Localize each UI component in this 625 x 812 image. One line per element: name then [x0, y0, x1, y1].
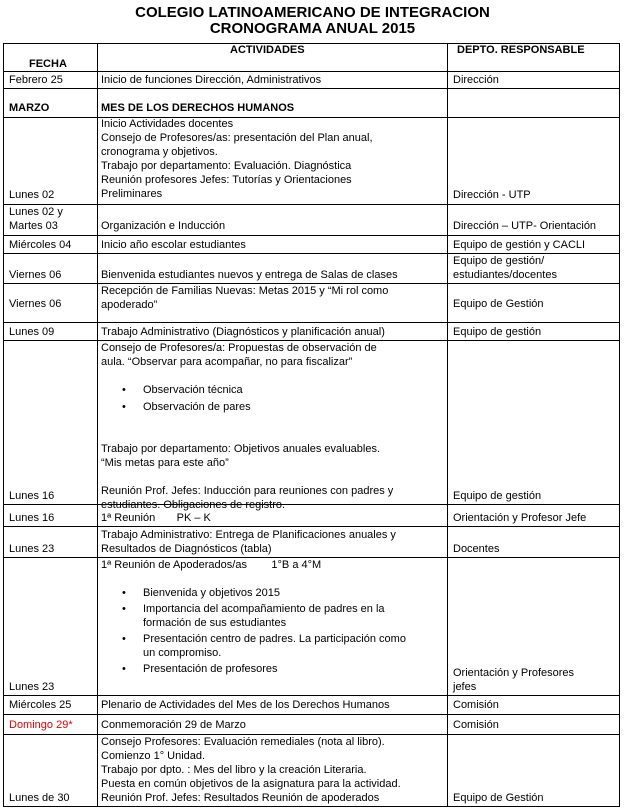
spacer [101, 572, 406, 586]
actividad-cell [101, 558, 406, 676]
row-line [3, 714, 620, 715]
fecha-cell [9, 325, 54, 339]
actividad-cell [101, 341, 393, 512]
responsable-text: Comisión [453, 699, 499, 711]
spacer [101, 414, 393, 428]
fecha-text: Lunes de 30 [9, 792, 70, 804]
fecha-text: Miércoles 04 [9, 239, 72, 251]
fecha-text: Febrero 25 [9, 74, 63, 86]
document-title [0, 5, 625, 37]
actividad-text: Consejo de Profesores/as: presentación del Plan anual, [101, 132, 373, 144]
responsable-cell [453, 325, 541, 339]
fecha-text: Lunes 02 [9, 189, 55, 201]
bullet-item: • Importancia del acompañamiento de padres en la [101, 602, 406, 616]
responsable-text: Orientación y Profesor Jefe [453, 512, 587, 524]
responsable-text: estudiantes/docentes [453, 269, 557, 281]
responsable-text: Docentes [453, 543, 500, 555]
actividad-text: Preliminares [101, 188, 163, 200]
actividad-text: Trabajo por departamento: Evaluación. Diagnóstica [101, 160, 352, 172]
responsable-text: Dirección - UTP [453, 189, 531, 201]
bullet-item: • Presentación centro de padres. La participación como [101, 632, 406, 646]
header-actividades: ACTIVIDADES [230, 44, 305, 56]
responsable-text: Comisión [453, 719, 499, 731]
month-label [9, 101, 49, 115]
responsable-cell [453, 718, 499, 732]
fecha-text: Viernes 06 [9, 269, 62, 281]
bullet-item: • Observación de pares [101, 400, 393, 414]
fecha-cell [9, 680, 54, 694]
fecha-cell [9, 188, 54, 202]
actividad-text: Resultados de Diagnósticos (tabla) [101, 543, 272, 555]
actividad-cell [101, 73, 321, 87]
actividad-text: Puesta en común objetivos de la asignatura para la actividad. [101, 778, 401, 790]
fecha-text: Lunes 23 [9, 543, 55, 555]
row-line [3, 204, 620, 205]
fecha-cell [9, 791, 70, 805]
fecha-cell [9, 511, 54, 525]
table-border-bottom [3, 806, 620, 807]
fecha-cell [9, 205, 63, 233]
fecha-text: MARZO [9, 102, 50, 114]
responsable-text: Orientación y Profesores [453, 667, 575, 679]
actividad-cell [101, 268, 398, 282]
bullet-item-continued: formación de sus estudiantes [143, 617, 287, 629]
bullet-item: • Bienvenida y objetivos 2015 [101, 586, 406, 600]
actividad-text: Consejo de Profesores/a: Propuestas de observación de [101, 342, 377, 354]
header-fecha: FECHA [29, 58, 67, 70]
fecha-text: Lunes 23 [9, 681, 55, 693]
actividad-text: cronograma y objetivos. [101, 146, 218, 158]
fecha-text: Lunes 16 [9, 512, 55, 524]
actividad-text: estudiantes. Obligaciones de registro. [101, 499, 286, 511]
responsable-cell [453, 188, 531, 202]
actividad-cell [101, 325, 385, 339]
responsable-cell [453, 791, 544, 805]
responsable-text: jefes [453, 681, 477, 693]
actividad-text: Reunión profesores Jefes: Tutorías y Orientaciones [101, 174, 352, 186]
responsable-cell [453, 489, 541, 503]
row-line [3, 695, 620, 696]
fecha-text: Martes 03 [9, 220, 58, 232]
actividad-cell [101, 238, 246, 252]
actividad-cell [101, 511, 211, 525]
actividad-text: Trabajo por departamento: Objetivos anuales evaluables. [101, 443, 381, 455]
bullet-item-continued: un compromiso. [143, 647, 222, 659]
fecha-text: Miércoles 25 [9, 699, 72, 711]
actividad-text: Reunión Prof. Jefes: Inducción para reuniones con padres y [101, 485, 394, 497]
responsable-cell [453, 254, 557, 282]
fecha-cell [9, 238, 71, 252]
responsable-text: Equipo de gestión [453, 326, 542, 338]
bullet-item: • Presentación de profesores [101, 662, 406, 676]
row-line [3, 235, 620, 236]
spacer [101, 470, 393, 484]
actividad-text: MES DE LOS DERECHOS HUMANOS [101, 102, 295, 114]
responsable-cell [453, 698, 499, 712]
row-line [3, 88, 620, 89]
fecha-text: Domingo 29* [9, 719, 73, 731]
actividad-cell [101, 219, 225, 233]
column-divider-1 [97, 43, 98, 807]
actividad-text: Plenario de Actividades del Mes de los Derechos Humanos [101, 699, 390, 711]
actividad-text: Inicio de funciones Dirección, Administrativos [101, 74, 322, 86]
bullet-item: • Observación técnica [101, 383, 393, 397]
responsable-text: Dirección – UTP- Orientación [453, 220, 597, 232]
actividad-cell [101, 735, 401, 805]
table-border-left [3, 43, 4, 807]
actividad-text: 1ª Reunión de Apoderados/as 1°B a 4°M [101, 559, 322, 571]
actividad-text: apoderado” [101, 299, 158, 311]
responsable-text: Equipo de Gestión [453, 792, 544, 804]
actividad-cell [101, 284, 388, 312]
fecha-cell [9, 489, 54, 503]
fecha-cell [9, 73, 63, 87]
responsable-text: Equipo de gestión y CACLI [453, 239, 586, 251]
actividad-text: Reunión Prof. Jefes: Resultados Reunión de apoderados [101, 792, 380, 804]
fecha-cell [9, 268, 61, 282]
fecha-cell-highlighted [9, 718, 73, 732]
row-line [3, 322, 620, 323]
fecha-text: Lunes 02 y [9, 206, 63, 218]
fecha-cell [9, 297, 61, 311]
responsable-cell [453, 297, 544, 311]
fecha-text: Lunes 16 [9, 490, 55, 502]
actividad-cell [101, 528, 396, 556]
header-responsable: DEPTO. RESPONSABLE [457, 44, 585, 56]
month-theme [101, 101, 294, 115]
actividad-text: Comienzo 1° Unidad. [101, 750, 206, 762]
actividad-text: Recepción de Familias Nuevas: Metas 2015 y “Mi rol como [101, 285, 389, 297]
spacer [101, 428, 393, 442]
fecha-cell [9, 698, 71, 712]
actividad-cell [101, 698, 390, 712]
responsable-cell [453, 666, 574, 694]
row-line [3, 71, 620, 72]
column-divider-2 [447, 43, 448, 807]
spacer [101, 369, 393, 383]
actividad-cell [101, 718, 246, 732]
responsable-text: Dirección [453, 74, 499, 86]
actividad-text: “Mis metas para este año” [101, 457, 229, 469]
actividad-text: Conmemoración 29 de Marzo [101, 719, 246, 731]
table-border-right [619, 43, 620, 807]
actividad-text: 1ª Reunión PK – K [101, 512, 211, 524]
responsable-cell [453, 238, 585, 252]
actividad-text: Bienvenida estudiantes nuevos y entrega de Salas de clases [101, 269, 398, 281]
actividad-text: aula. “Observar para acompañar, no para fiscalizar” [101, 356, 353, 368]
actividad-text: Organización e Inducción [101, 220, 226, 232]
responsable-text: Equipo de gestión/ [453, 255, 545, 267]
responsable-text: Equipo de Gestión [453, 298, 544, 310]
actividad-text: Inicio año escolar estudiantes [101, 239, 246, 251]
title-school: COLEGIO LATINOAMERICANO DE INTEGRACION [135, 4, 490, 21]
responsable-cell [453, 542, 499, 556]
fecha-cell [9, 542, 54, 556]
actividad-text: Inicio Actividades docentes [101, 118, 234, 130]
actividad-text: Trabajo Administrativo (Diagnósticos y planificación anual) [101, 326, 385, 338]
actividad-text: Trabajo por dpto. : Mes del libro y la creación Literaria. [101, 764, 367, 776]
fecha-text: Lunes 09 [9, 326, 55, 338]
responsable-cell [453, 73, 499, 87]
fecha-text: Viernes 06 [9, 298, 62, 310]
actividad-text: Trabajo Administrativo: Entrega de Planificaciones anuales y [101, 529, 396, 541]
actividad-cell [101, 117, 373, 201]
row-line [3, 526, 620, 527]
responsable-cell [453, 511, 586, 525]
responsable-cell [453, 219, 596, 233]
actividad-text: Consejo Profesores: Evaluación remediales (nota al libro). [101, 736, 385, 748]
responsable-text: Equipo de gestión [453, 490, 542, 502]
title-cronograma: CRONOGRAMA ANUAL 2015 [209, 20, 416, 37]
